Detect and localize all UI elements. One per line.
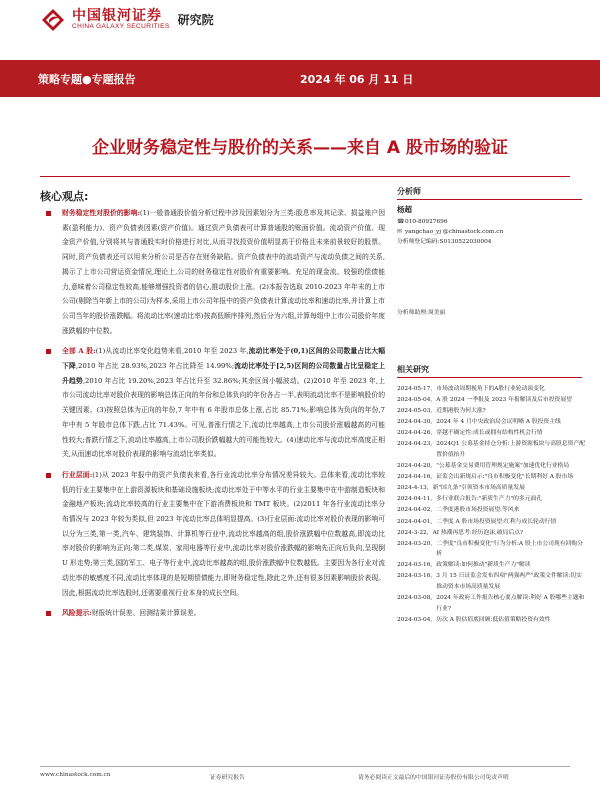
analyst-email-row [397,227,582,237]
related-item-date: 2024-04-01, [397,518,433,525]
point-heading: 行业层面: [62,470,93,479]
analyst-name: 杨超 [397,205,412,214]
related-item-date: 2024-05-04, [397,397,433,404]
related-item-title[interactable]: 近期港股为何大涨? [436,408,486,415]
related-item-title[interactable]: 历次 A 股估值底回顾:低估值策略投资有效性 [436,616,551,623]
point-heading: 风险提示: [62,609,92,618]
related-research-list [397,384,587,626]
related-item-date: 2024-3-22, [397,529,429,536]
related-item-title[interactable]: 3 月 15 日证监会发布四项"两强两严"政策文件解读:切实推动资本市场高质量发展 [436,573,582,590]
bullet-square-icon [46,211,51,216]
report-title: 企业财务稳定性与股价的关系——来自 A 股市场的验证 [92,138,508,158]
point-text: (1)从 2023 年报中的资产负债表来看,各行业流动比率分布情况差异较大。总体来看,流动比率较低的行业主要集中在上游资源板块和基础设施板块;流动比率处于中等水平的行业主要集中在中游制造板块和金融地产板块;流动比率较高的行业主要集中在下游消费板块和 TMT 板块。(2)2011 年各行业流动比率分布情况与 2023 年较为类似,但 2023 年流动比率总体明显提高。(3)行业层面:流动比率对股价表现的影响可以分为三类,第一类,汽车、建筑装饰、计算机等行业中,流动比率越高的组,股价涨跌幅中位数越高,即流动比率对股价的影响为正向;第二类,煤炭、家用电器等行业中,流动比率对股价涨跌幅的影响先正向后负向,呈现倒 U 形走势;第三类,国防军工、电子等行业中,流动比率越高的组,股价涨跌幅中位数越低。主要因为各行业对流动比率的敏感度不同,流动比率体现的是短期偿债能力,即财务稳定性,除此之外,还有很多因素影响股价表现。因此,根据流动比率选股时,还需要重视行业本身的成长空间。 [62,470,385,597]
core-point [40,344,385,462]
point-emphasis: 流动比率处于(0,1)区间的公司数量占比大幅下降 [62,347,385,371]
related-item-title[interactable]: 穿越不确定性:成长或拥有结构性机会行情 [436,430,543,437]
core-points-heading: 核心观点: [40,190,89,203]
bullet-square-icon [46,473,51,478]
point-text: (1)从流动比率变化趋势来看,2010 年至 2023 年, [95,347,249,356]
related-item-date: 2024-03-16, [397,562,433,569]
related-item[interactable] [397,517,587,528]
related-item[interactable] [397,615,587,626]
related-item[interactable] [397,472,587,483]
related-item[interactable] [397,384,587,395]
related-item-date: 2024-04-16, [397,474,433,481]
bullet-square-icon [46,611,51,616]
report-category: 策略专题●专题报告 [38,73,136,86]
related-item[interactable] [397,494,587,505]
core-point [40,606,385,621]
related-item[interactable] [397,428,587,439]
core-point [40,468,385,600]
related-item-title[interactable]: 2024Q1 公募基金持仓分析:上游资源板块与高股息资产配置价值抬升 [436,441,585,458]
related-item[interactable] [397,439,587,460]
related-item[interactable] [397,483,587,494]
related-divider [397,377,582,378]
galaxy-logo-icon [40,8,66,32]
related-item[interactable] [397,395,587,406]
point-text: (1)一般普通股价值分析过程中涉及因素划分为三类:股息率及其记录、损益账户因素(盈利能力)、资产负债表因素(资产价值)。通过资产负债表可计算普通股的账面价值。流动资产价值、现金资产价值,分别将其与普通股实时价格进行对比,从而寻找投资价值明显高于价格且未来前景较好的股票。同时,资产负债表还可以用来分析公司是否存在财务缺陷。资产负债表中的流动资产与流动负债之间的关系,揭示了上市公司营运资金情况,理论上,公司的财务稳定性对股价有重要影响。充足的现金流、较强的偿债能力,意味着公司稳定性较高,能够增强投资者的信心,推动股价上涨。(2)本报告选取 2010-2023 年年末的上市公司(剔除当年新上市的公司)为样本,采用上市公司年报中的资产负债表计算流动比率和速动比率,并计算上市公司当年的股价涨跌幅。将流动比率(速动比率)按高低顺序排列,然后分为六组,计算每组中上市公司股价年度涨跌幅的中位数。 [62,209,385,335]
related-item-title[interactable]: "公募基金交易费用管理规定施案"加速优化行业格局 [436,463,570,470]
related-item-title[interactable]: 市场波动周期视角下的A股行业轮动演变化 [436,386,545,392]
related-item-title[interactable]: 证监会出新规启示:"良市积极变化"长期利好 A 股市场 [436,474,574,481]
related-item[interactable] [397,406,587,417]
related-item-title[interactable]: A 股 2024 一季报及 2023 年报解读及后市投资展望 [436,397,572,404]
related-item-date: 2024-04-23, [397,441,433,448]
point-text: 财报统计误差、回测结果计算误差。 [91,609,201,618]
related-item[interactable] [397,417,587,428]
analyst-cert: 分析师登记编码:S0130522030004 [397,239,492,245]
related-item-title[interactable]: 新"国九条"引领资本市场高质量发展 [432,485,525,492]
related-item-date: 2024-04-20, [397,463,433,470]
report-banner [0,60,600,97]
analyst-assistant: 分析师助理:周美丽 [397,310,446,316]
related-item-title[interactable]: 2024 年 4 月中央政治局会议明晰 A 股投资主线 [436,419,561,426]
related-item[interactable] [397,571,587,592]
related-heading: 相关研究 [397,365,429,374]
related-item-date: 2024-04-30, [397,419,433,426]
point-text: ,2010 年占比 28.93%,2023 年占比降至 14.99%; [75,362,235,371]
related-item[interactable] [397,593,587,614]
brand-name-en: CHINA GALAXY SECURITIES [72,23,170,30]
footer-divider [40,766,570,767]
related-item[interactable] [397,505,587,516]
related-research-header [397,364,582,382]
related-item[interactable] [397,528,587,539]
point-heading: 全部 A 股: [62,347,96,356]
brand-name-cn: 中国银河证券 [72,8,162,24]
footer-dept: 证券研究报告 [210,775,245,781]
related-item-title[interactable]: 政策解读:如何推动"新质生产力"解读 [436,562,531,569]
footer-disclaimer: 请务必阅读正文最后的中国银河证券股份有限公司免责声明 [358,775,509,781]
core-point [40,206,385,338]
title-divider [40,176,570,177]
email-icon: ✉ [397,228,403,235]
related-item-title[interactable]: AI 热潮再思考:经历泡沫,破局后点? [432,529,524,536]
point-heading: 财务稳定性对股价的影响: [62,209,140,217]
related-item-date: 2024-04-02, [397,507,433,514]
analyst-divider [397,199,582,200]
related-item-title[interactable]: 二季度"良市积极变化"行为分析:A 股上市公司现有回购分析 [436,540,583,558]
point-text: ,2010 年占比 19.20%,2023 年占比升至 32.86%;其余区间小幅波动。(2)2010 年至 2023 年,上市公司流动比率对股价表现的影响总体正向的年份和总体负向的年份各占一半,表明流动比率不是影响股价的关键因素。(3)按照总体为正向的年份,7 年中有 6 年股市总体上涨,占比 85.71%;影响总体为负向的年份,7 年中有 5 年股市总体下跌,占比 71.43%。可见,普涨行情之下,流动比率越高,上市公司股价涨幅越高的可能性较大;普跌行情之下,流动比率越高,上市公司股价跌幅越大的可能性较大。(4)速动比率与流动比率高度正相关,从而速动比率对股价表现的影响与流动比率类似。 [62,376,385,459]
related-item-title[interactable]: 二季度港股市场投资展望:等风来 [436,507,520,514]
report-date: 2024 年 06 月 11 日 [300,73,414,86]
related-item[interactable] [397,560,587,571]
bullet-square-icon [46,349,51,354]
brand-logo [40,6,214,34]
analyst-phone-row [397,217,582,227]
related-item-date: 2024-03-16, [397,573,433,580]
related-item[interactable] [397,461,587,472]
analyst-panel [397,186,582,247]
analyst-email: yangchao_yj @chinastock.com.cn [405,229,504,235]
related-item-date: 2024-05-17, [397,386,433,392]
related-item-date: 2024-03-08, [397,595,433,601]
related-item[interactable] [397,539,587,560]
core-points-list [40,206,385,627]
related-item-title[interactable]: 2024 年政府工作报告核心要点解读:利好 A 股哪些主题和行业? [436,595,585,612]
phone-icon: ☎ [397,218,405,225]
analyst-cert-row [397,237,582,247]
related-item-date: 2024-05-03, [397,408,433,415]
related-item-title[interactable]: 多行业联合报告:"新质生产力"的多元面孔 [436,496,543,503]
related-item-date: 2024-04-11, [397,496,433,503]
analyst-phone: 010-80927696 [405,219,448,225]
related-item-date: 2024-4-13, [397,485,429,492]
related-item-date: 2024-03-20, [397,540,433,547]
analyst-heading: 分析师 [397,187,421,196]
related-item-title[interactable]: 二季度 A 股市场投资展望:红利与成长轮动行情 [436,518,557,525]
related-item-date: 2024-04-26, [397,430,433,437]
brand-institute: 研究院 [177,12,214,27]
related-item-date: 2024-03-04, [397,616,433,623]
point-emphasis: 流动比率处于[2,5)区间的公司数量占比呈稳定上升趋势 [62,362,385,385]
footer-website[interactable]: www.chinastock.com.cn [40,772,111,778]
